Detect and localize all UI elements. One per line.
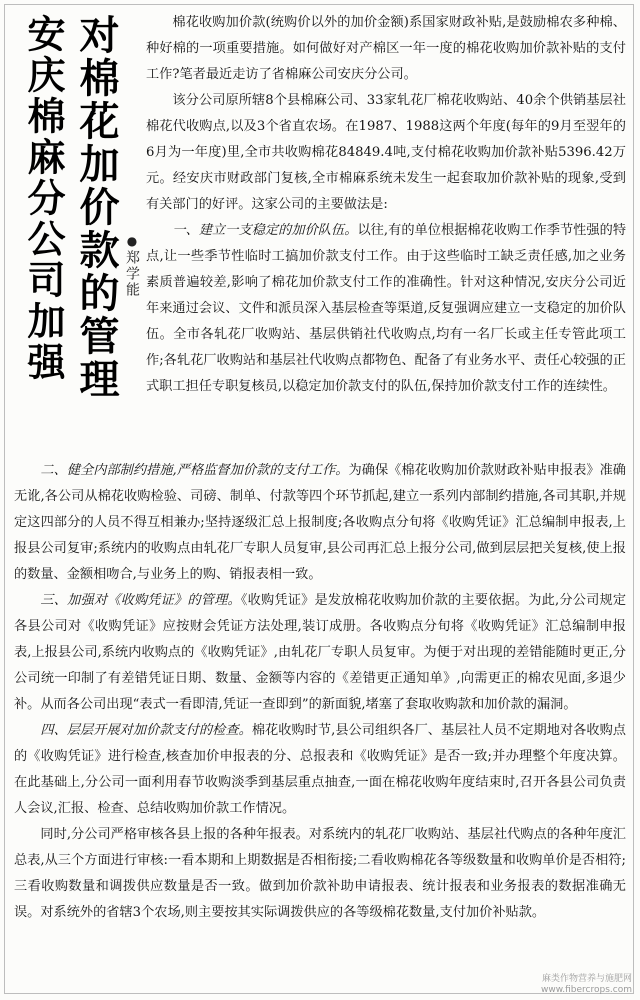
section-1 <box>146 218 626 400</box>
section-heading: 三、加强对《收购凭证》的管理。 <box>40 593 241 608</box>
byline-bullet: ● <box>125 234 139 250</box>
watermark-title: 麻类作物营养与施肥网 <box>541 974 632 984</box>
section-3 <box>14 588 626 718</box>
watermark <box>541 974 632 996</box>
watermark-url: www.fibercrops.com <box>541 985 632 995</box>
headline <box>10 8 140 438</box>
section-2 <box>14 458 626 588</box>
headline-main: 对棉花加价款的管理 <box>73 14 119 401</box>
section-heading: 二、健全内部制约措施,严格监督加价款的支付工作。 <box>40 463 349 478</box>
body-text <box>14 458 626 926</box>
intro-column <box>146 10 626 400</box>
section-text: 为确保《棉花收购加价款财政补贴申报表》准确无讹,各公司从棉花收购检验、司磅、制单、付款等四个环节抓起,建立一系列内部制约措施,各司其职,并规定这四部分的人员不得互相兼办;坚持逐级汇总上报制度;各收购点分旬将《收购凭证》汇总编制申报表,上报县公司复审;系统内的收购点由轧花厂专职人员复审,县公司再汇总上报分公司,做到层层把关复核,使上报的数量、金额相吻合,与业务上的购、销报表相一致。 <box>14 463 626 582</box>
closing-paragraph: 同时,分公司严格审核各县上报的各种年报表。对系统内的轧花厂收购站、基层社代购点的各种年度汇总表,从三个方面进行审核:一看本期和上期数据是否相衔接;二看收购棉花各等级数量和收购单价是否相符;三看收购数量和调拨供应数量是否一致。做到加价款补助申请报表、统计报表和业务报表的数据准确无误。对系统外的省辖3个农场,则主要按其实际调拨供应的各等级棉花数量,支付加价补贴款。 <box>14 827 626 920</box>
intro-paragraph: 该分公司原所辖8个县棉麻公司、33家轧花厂棉花收购站、40余个供销基层社棉花代收购点,以及3个省直农场。在1987、1988这两个年度(每年的9月至翌年的6月为一年度)里,全市共收购棉花84849.4吨,支付棉花收购加价款补贴5396.42万元。经安庆市财政部门复核,全市棉麻系统未发生一起套取加价款补贴的现象,受到有关部门的好评。这家公司的主要做法是: <box>146 93 626 212</box>
intro-paragraph: 棉花收购加价款(统购价以外的加价金额)系国家财政补贴,是鼓励棉农多种棉、种好棉的一项重要措施。如何做好对产棉区一年一度的棉花收购加价款补贴的支付工作?笔者最近走访了省棉麻公司安庆分公司。 <box>146 15 626 82</box>
section-4 <box>14 718 626 822</box>
section-text: 棉花收购时节,县公司组织各厂、基层社人员不定期地对各收购点的《收购凭证》进行检查,核查加价申报表的分、总报表和《收购凭证》是否一致;并办理整个年度决算。在此基础上,分公司一面利用春节收购淡季到基层重点抽查,一面在棉花收购年度结束时,召开各县公司负责人会议,汇报、检查、总结收购加价款工作情况。 <box>14 723 626 816</box>
section-text: 《收购凭证》是发放棉花收购加价款的主要依据。为此,分公司规定各县公司对《收购凭证》应按财会凭证方法处理,装订成册。各收购点分旬将《收购凭证》汇总编制申报表,上报县公司,系统内收购点的《收购凭证》,由轧花厂专职人员复审。为便于对出现的差错能随时更正,分公司统一印制了有差错凭证日期、数量、金额等内容的《差错更正通知单》,向需更正的棉农见面,多退少补。从而各公司出现“表式一看即清,凭证一查即到”的新面貌,堵塞了套取收购款和加价款的漏洞。 <box>14 593 627 712</box>
section-text: 以往,有的单位根据棉花收购工作季节性强的特点,让一些季节性临时工搞加价款支付工作。由于这些临时工缺乏责任感,加之业务素质普遍较差,影响了棉花加价款支付工作的准确性。针对这种情况,安庆分公司近年来通过会议、文件和派员深入基层检查等渠道,反复强调应建立一支稳定的加价队伍。全市各轧花厂收购站、基层供销社代收购点,均有一名厂长或主任专管此项工作;各轧花厂收购站和基层社代收购点都物色、配备了有业务水平、责任心较强的正式职工担任专职复核员,以稳定加价款支付的队伍,保持加价款支付工作的连续性。 <box>146 223 626 394</box>
headline-sub: 安庆棉麻分公司加强 <box>21 14 65 383</box>
byline <box>122 234 142 298</box>
section-heading: 一、建立一支稳定的加价队伍。 <box>172 223 358 238</box>
section-heading: 四、层层开展对加价款支付的检查。 <box>40 723 252 738</box>
author-name: 郑学能 <box>124 250 140 298</box>
